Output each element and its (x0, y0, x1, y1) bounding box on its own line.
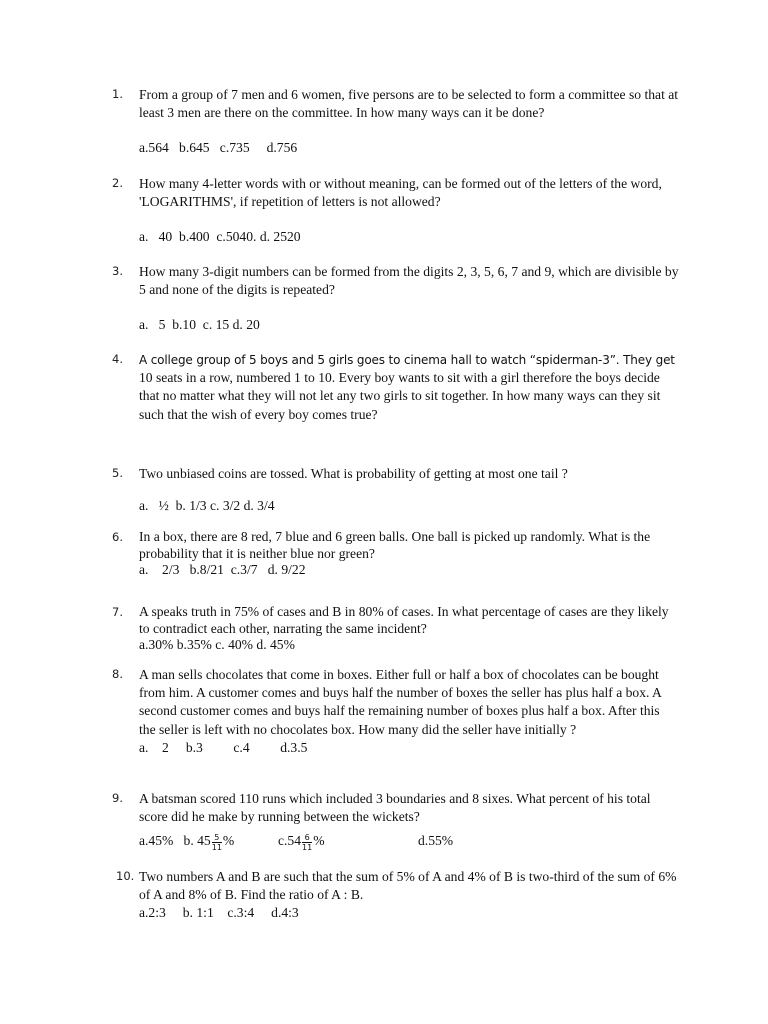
question-stem: A speaks truth in 75% of cases and B in 80% of cases. In what percentage of cases are they likely to contradict each other, narrating the same incident? (139, 604, 669, 636)
option-c: c.54 $\frac{6}{11}$ % (278, 832, 325, 852)
answer-options: a. 40 b.400 c.5040. d. 2520 (139, 229, 301, 245)
fraction-b: $\frac{5}{11}$ (211, 832, 222, 852)
answer-options: a.2:3 b. 1:1 c.3:4 d.4:3 (139, 905, 299, 921)
question-number: 4. (112, 352, 123, 366)
answer-options: a. ½ b. 1/3 c. 3/2 d. 3/4 (139, 498, 275, 514)
answer-options: a. 5 b.10 c. 15 d. 20 (139, 317, 260, 333)
question-number: 10. (116, 869, 135, 883)
answer-options: a. 2/3 b.8/21 c.3/7 d. 9/22 (139, 562, 306, 578)
question-stem: Two numbers A and B are such that the sum of 5% of A and 4% of B is two-third of the sum of 6% of A and 8% of B. Find the ratio of A : B. (139, 869, 677, 903)
answer-options: a. 2 b.3 c.4 d.3.5 (139, 739, 308, 755)
option-a-b: a.45% b. 45 $\frac{5}{11}$ % (139, 832, 235, 852)
question-stem: A man sells chocolates that come in boxes. Either full or half a box of chocolates can be bought from him. A customer comes and buys half the number of boxes the seller has plus half a box. A second customer comes and buys half the remaining number of boxes plus half a box. After this the seller is left with no chocolates box. How many did the seller have initially ? (139, 667, 662, 737)
question-number: 6. (112, 530, 123, 544)
question-stem: How many 4-letter words with or without meaning, can be formed out of the letters of the word, 'LOGARITHMS', if repetition of letters is not allowed? (139, 176, 662, 210)
question-number: 5. (112, 466, 123, 480)
answer-options: a.30% b.35% c. 40% d. 45% (139, 637, 295, 653)
question-stem: How many 3-digit numbers can be formed from the digits 2, 3, 5, 6, 7 and 9, which are divisible by 5 and none of the digits is repeated? (139, 264, 679, 298)
question-number: 7. (112, 605, 123, 619)
question-stem-lead: A college group of 5 boys and 5 girls goes to cinema hall to watch “spiderman-3”. They get (139, 353, 675, 367)
question-number: 3. (112, 264, 123, 278)
question-stem: A batsman scored 110 runs which included 3 boundaries and 8 sixes. What percent of his total score did he make by running between the wickets? (139, 791, 651, 825)
question-number: 8. (112, 667, 123, 681)
question-number: 9. (112, 791, 123, 805)
question-stem: Two unbiased coins are tossed. What is probability of getting at most one tail ? (139, 466, 568, 481)
question-stem: 10 seats in a row, numbered 1 to 10. Every boy wants to sit with a girl therefore the boys decide that no matter what they will not let any two girls to sit together. In how many ways can they sit such that the wish of every boy comes true? (139, 370, 661, 422)
answer-options: a.564 b.645 c.735 d.756 (139, 140, 298, 156)
fraction-c: $\frac{6}{11}$ (302, 832, 313, 852)
answer-options (139, 829, 679, 853)
question-number: 2. (112, 176, 123, 190)
option-d: d.55% (418, 833, 454, 849)
question-number: 1. (112, 87, 123, 101)
question-stem: In a box, there are 8 red, 7 blue and 6 green balls. One ball is picked up randomly. What is the probability that it is neither blue nor green? (139, 529, 651, 561)
question-stem: From a group of 7 men and 6 women, five persons are to be selected to form a committee so that at least 3 men are there on the committee. In how many ways can it be done? (139, 87, 679, 121)
